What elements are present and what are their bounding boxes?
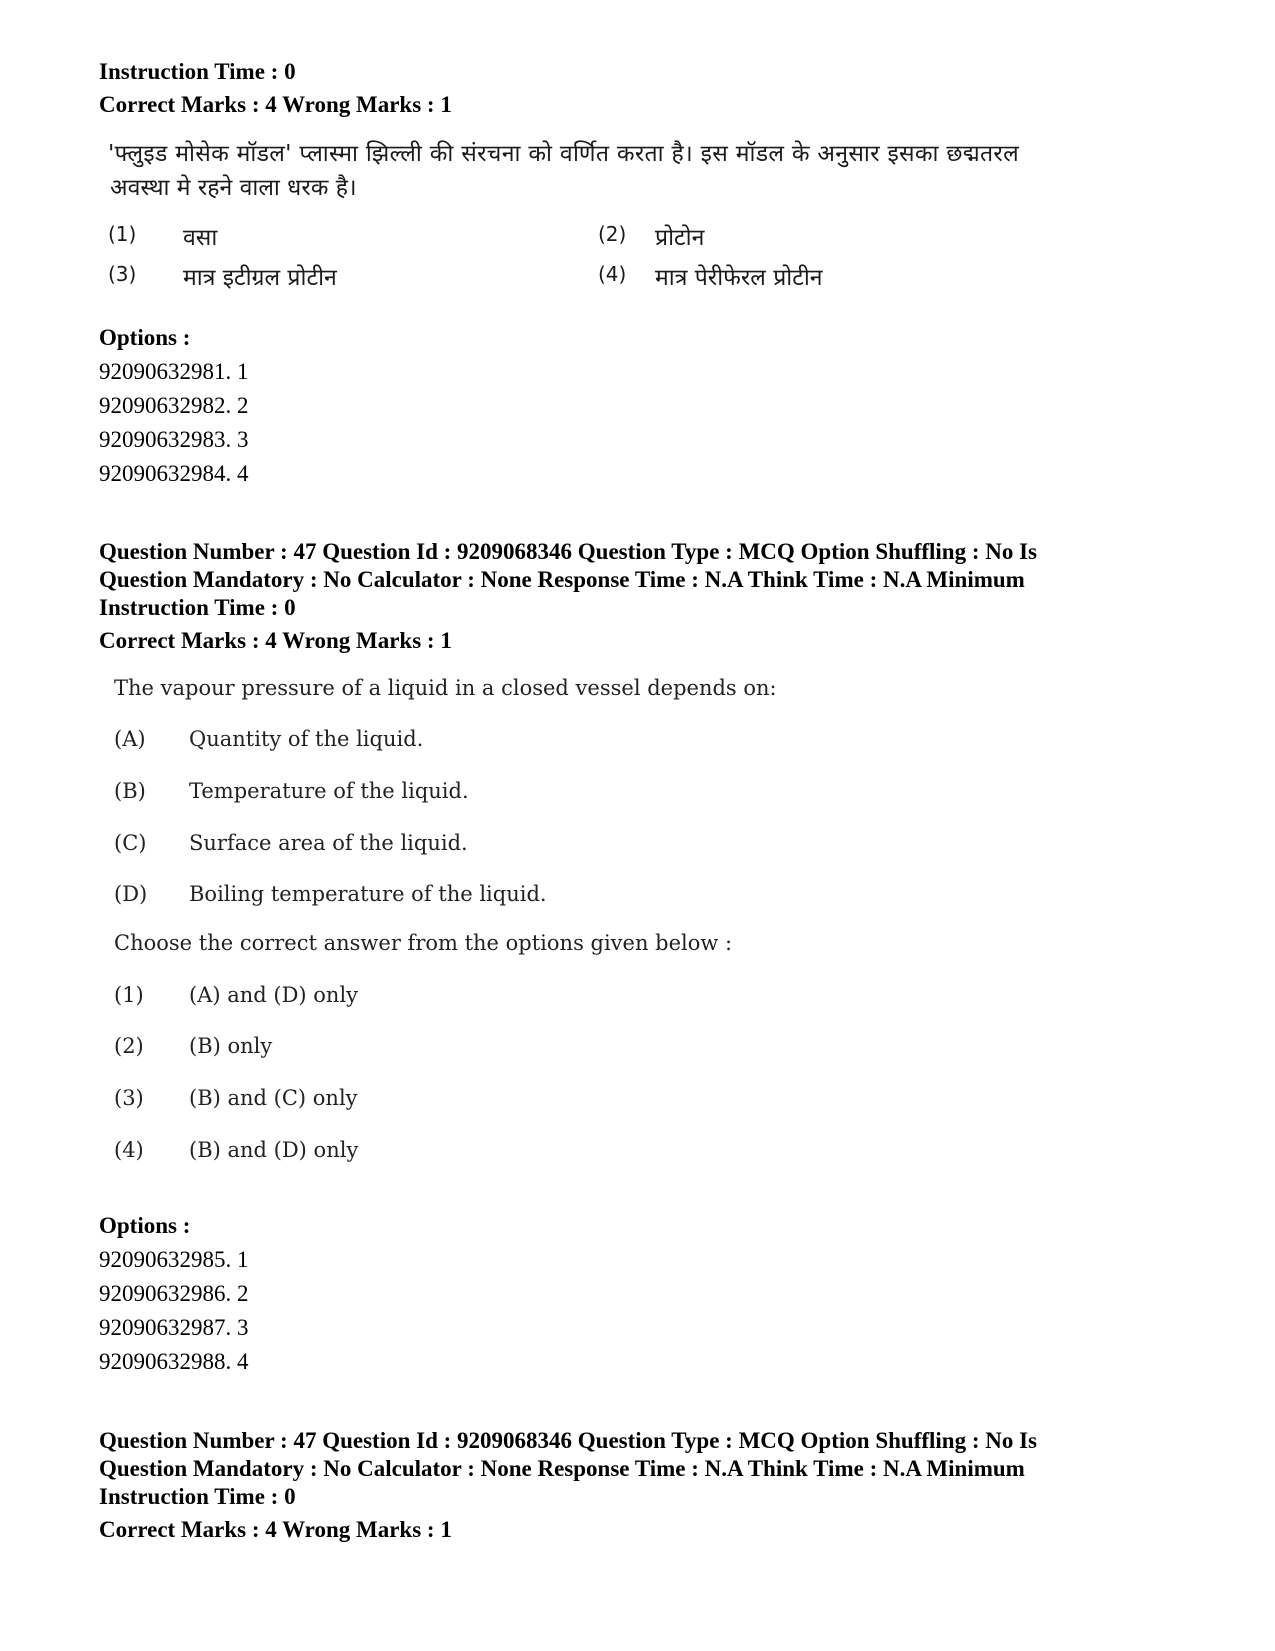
choice-number: (1)	[108, 222, 137, 246]
option-id: 92090632985. 1	[99, 1247, 249, 1272]
marks-line: Correct Marks : 4 Wrong Marks : 1	[99, 628, 452, 653]
instruction-time: Instruction Time : 0	[99, 1484, 296, 1509]
statement-label: (C)	[114, 831, 147, 855]
choice-text: वसा	[183, 225, 218, 251]
choice-text: (B) and (D) only	[189, 1138, 359, 1162]
choice-number: (2)	[598, 222, 627, 246]
choice-text: प्रोटोन	[655, 225, 705, 251]
choice-text: (B) only	[189, 1034, 273, 1058]
option-id: 92090632983. 3	[99, 427, 249, 452]
choice-number: (3)	[114, 1086, 144, 1110]
choice-number: (4)	[598, 262, 627, 286]
marks-line: Correct Marks : 4 Wrong Marks : 1	[99, 92, 452, 117]
option-id: 92090632981. 1	[99, 359, 249, 384]
instruction-time: Instruction Time : 0	[99, 59, 296, 84]
question-header-line-1: Question Number : 47 Question Id : 9209068346 Question Type : MCQ Option Shuffling : No Is	[99, 1428, 1038, 1453]
option-id: 92090632984. 4	[99, 461, 249, 486]
choice-number: (2)	[114, 1034, 144, 1058]
question-text-line-2: अवस्था मे रहने वाला धरक है।	[110, 175, 357, 201]
question-header-line-2: Question Mandatory : No Calculator : None Response Time : N.A Think Time : N.A Minimum	[99, 1456, 1025, 1481]
statement-text: Temperature of the liquid.	[189, 779, 469, 803]
statement-text: Quantity of the liquid.	[189, 727, 424, 751]
choice-number: (1)	[114, 983, 144, 1007]
options-label: Options :	[99, 325, 191, 350]
marks-line: Correct Marks : 4 Wrong Marks : 1	[99, 1517, 452, 1542]
question-text: The vapour pressure of a liquid in a closed vessel depends on:	[114, 676, 777, 700]
instruction-time: Instruction Time : 0	[99, 595, 296, 620]
option-id: 92090632988. 4	[99, 1349, 249, 1374]
choice-number: (3)	[108, 262, 137, 286]
statement-text: Boiling temperature of the liquid.	[189, 882, 547, 906]
options-label: Options :	[99, 1213, 191, 1238]
choice-number: (4)	[114, 1138, 144, 1162]
option-id: 92090632982. 2	[99, 393, 249, 418]
choice-text: मात्र इटीग्रल प्रोटीन	[183, 265, 337, 291]
statement-label: (A)	[114, 727, 146, 751]
question-text-line-1: 'फ्लुइड मोसेक मॉडल' प्लास्मा झिल्ली की संरचना को वर्णित करता है। इस मॉडल के अनुसार इसका छद्मतरल	[108, 141, 1020, 167]
choice-text: (B) and (C) only	[189, 1086, 358, 1110]
statement-label: (B)	[114, 779, 146, 803]
question-header-line-1: Question Number : 47 Question Id : 9209068346 Question Type : MCQ Option Shuffling : No Is	[99, 539, 1038, 564]
option-id: 92090632987. 3	[99, 1315, 249, 1340]
question-header-line-2: Question Mandatory : No Calculator : None Response Time : N.A Think Time : N.A Minimum	[99, 567, 1025, 592]
option-id: 92090632986. 2	[99, 1281, 249, 1306]
statement-text: Surface area of the liquid.	[189, 831, 468, 855]
choose-instruction: Choose the correct answer from the options given below :	[114, 931, 733, 955]
question-image-english	[114, 676, 1014, 1196]
statement-label: (D)	[114, 882, 148, 906]
choice-text: मात्र पेरीफेरल प्रोटीन	[655, 265, 823, 291]
choice-text: (A) and (D) only	[189, 983, 359, 1007]
